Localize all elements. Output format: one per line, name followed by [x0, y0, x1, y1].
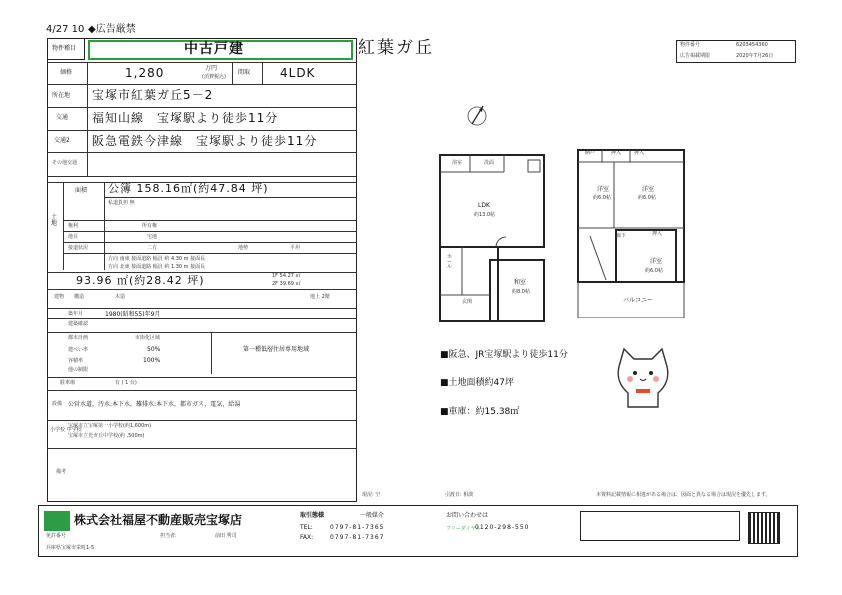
land-label: 土地	[51, 214, 58, 227]
room-oshiire-3: 押入	[652, 231, 663, 237]
tel-value: 0797-81-7365	[330, 524, 385, 531]
floor2-area: 2F 39.69 ㎡	[272, 281, 301, 287]
floor1-area: 1F 54.27 ㎡	[272, 273, 301, 279]
room-balcony: バルコニー	[623, 297, 654, 304]
price-value: 1,280	[125, 66, 165, 80]
layout-value: 4LDK	[280, 66, 316, 80]
registered-value: 2020年7月26日	[736, 53, 774, 59]
land-right: 所有権	[142, 223, 158, 229]
feature-2: ■土地面積約47坪	[440, 378, 514, 388]
trade-value: 一般媒介	[360, 512, 385, 519]
room-oshiire-1: 押入	[611, 150, 622, 156]
property-number-label: 物件番号	[680, 42, 701, 48]
trade-label: 取引態様	[300, 512, 325, 519]
room-yoshitsu-2-size: 約6.0帖	[638, 195, 656, 201]
room-bath: 浴室	[452, 160, 463, 166]
terrain-label: 地勢	[238, 245, 249, 251]
cat-mascot-icon	[608, 343, 678, 413]
use-zone: 第一種低層住居専用地域	[243, 346, 310, 353]
transport2-label: 交通2	[54, 137, 70, 144]
compass-icon	[462, 100, 496, 130]
room-oshiire-2: 押入	[634, 150, 645, 156]
terrain-value: 平坦	[290, 245, 301, 251]
other-transport-label: その他交通	[52, 160, 78, 166]
bcr-value: 50%	[147, 346, 161, 353]
road-label: 接道状況	[68, 245, 89, 251]
company-address: 兵庫県宝塚市栄町1-5	[46, 545, 95, 551]
room-washitsu: 和室	[514, 279, 527, 286]
type-label: 物件種目	[52, 45, 77, 52]
transport1-label: 交通	[56, 114, 69, 121]
tel-label: TEL:	[300, 524, 313, 531]
room-washitsu-size: 約8.0帖	[512, 289, 530, 295]
structure-label: 構造	[74, 294, 85, 300]
road2: 方向 北東 接面道路 幅員 約 1.30 m 接面長	[108, 264, 206, 270]
utilities-label: 設備	[52, 401, 63, 407]
setback: 私道負担 無	[108, 200, 135, 206]
registered-label: 広告掲載期限	[680, 53, 711, 59]
fax-label: FAX:	[300, 534, 314, 541]
road1: 方向 南東 接面道路 幅員 約 4.30 m 接面長	[108, 256, 206, 262]
built-label: 築年月	[68, 311, 84, 317]
floors-value: 地上 2階	[310, 294, 330, 300]
land-area-value: 公簿 158.16㎡(約47.84 坪)	[108, 182, 269, 195]
company-logo-icon	[44, 511, 70, 531]
address-label: 所在地	[52, 92, 71, 99]
parking-value: 有 ( 1 台)	[115, 380, 137, 386]
school2: 宝塚市立光ガ丘中学校(約 ,500m)	[68, 433, 145, 439]
floorplan-1f	[432, 150, 552, 328]
room-ldk-size: 約13.0帖	[474, 212, 496, 218]
freedial-prefix: フリーダイヤル	[446, 526, 481, 532]
ad-prohibited-label: ◆広告厳禁	[88, 24, 136, 35]
road-value: 二方	[147, 245, 158, 251]
freedial-number: 0120-298-550	[475, 524, 530, 531]
type-value: 中古戸建	[184, 41, 244, 57]
far-value: 100%	[143, 357, 161, 364]
price-note: (消費税込)	[202, 74, 226, 80]
status-label: 現況: 空	[362, 492, 381, 498]
built-value: 1980(昭和55)年9月	[105, 311, 161, 318]
fax-value: 0797-81-7367	[330, 534, 385, 541]
print-date: 4/27 10	[46, 24, 85, 35]
note-right: 本資料記載情報に相違がある場合は、図面と異なる場合は現況を優先します。	[596, 492, 771, 498]
person-label: 担当者:	[160, 533, 177, 539]
stamp-box	[580, 511, 740, 541]
confirm-label: 建築確認	[68, 321, 89, 327]
land-right-label: 権利	[68, 223, 79, 229]
company-name: 株式会社福屋不動産販売宝塚店	[74, 513, 243, 527]
feature-1: ■阪急、JR宝塚駅より徒歩11分	[440, 350, 568, 360]
far-label: 容積率	[68, 358, 84, 364]
room-yoshitsu-3-size: 約6.0帖	[645, 268, 663, 274]
price-label: 価格	[60, 69, 73, 76]
delivery-label: 引渡日: 相談	[445, 492, 474, 498]
school1: 宝塚市立宝塚第一小学校(約1,600m)	[68, 423, 152, 429]
qr-code-icon	[748, 512, 780, 544]
room-nando: 納戸	[585, 150, 596, 156]
room-corridor: 廊下	[616, 233, 627, 239]
area-name: 紅葉ガ丘	[358, 38, 434, 58]
address-value: 宝塚市紅葉ガ丘5－2	[92, 88, 214, 102]
land-category: 宅地	[147, 234, 158, 240]
bcr-label: 建ぺい率	[68, 347, 89, 353]
structure-value: 木造	[115, 294, 126, 300]
room-yoshitsu-1: 洋室	[597, 186, 610, 193]
room-yoshitsu-2: 洋室	[642, 186, 655, 193]
room-entrance: 玄関	[462, 299, 473, 305]
school-label: 小学校 中学校	[50, 427, 82, 433]
feature-3: ■車庫：約15.38㎡	[440, 407, 520, 417]
layout-label: 間取	[238, 69, 251, 76]
transport2-value: 阪急電鉄今津線 宝塚駅より徒歩11分	[92, 134, 318, 148]
building-label: 建物	[54, 294, 65, 300]
city-plan-label: 都市計画	[68, 335, 89, 341]
land-category-label: 地目	[68, 234, 79, 240]
property-number: 6203454360	[736, 42, 768, 48]
person-name: 前田 秀司	[215, 533, 237, 539]
transport1-value: 福知山線 宝塚駅より徒歩11分	[92, 111, 279, 125]
contact-label: お問い合わせは	[446, 512, 489, 519]
floorplan-2f	[572, 140, 692, 318]
company-license: 免許番号	[46, 533, 67, 539]
room-yoshitsu-1-size: 約6.0帖	[593, 195, 611, 201]
room-ldk: LDK	[478, 202, 490, 209]
room-hall: ホール	[447, 254, 453, 270]
other-limit-label: 他の制限	[68, 367, 89, 373]
remarks-label: 備考	[56, 469, 67, 475]
land-area-label: 面積	[75, 187, 88, 194]
parking-label: 駐車場	[60, 380, 76, 386]
room-yoshitsu-3: 洋室	[650, 258, 663, 265]
price-unit: 万円	[205, 65, 218, 72]
utilities-value: 公営水道，汚水:本下水，雑排水:本下水，都市ガス，電気，給湯	[68, 401, 241, 408]
room-wash: 洗面	[484, 160, 495, 166]
building-area: 93.96 ㎡(約28.42 坪)	[76, 274, 205, 287]
city-plan-value: 市街化区域	[135, 335, 161, 341]
